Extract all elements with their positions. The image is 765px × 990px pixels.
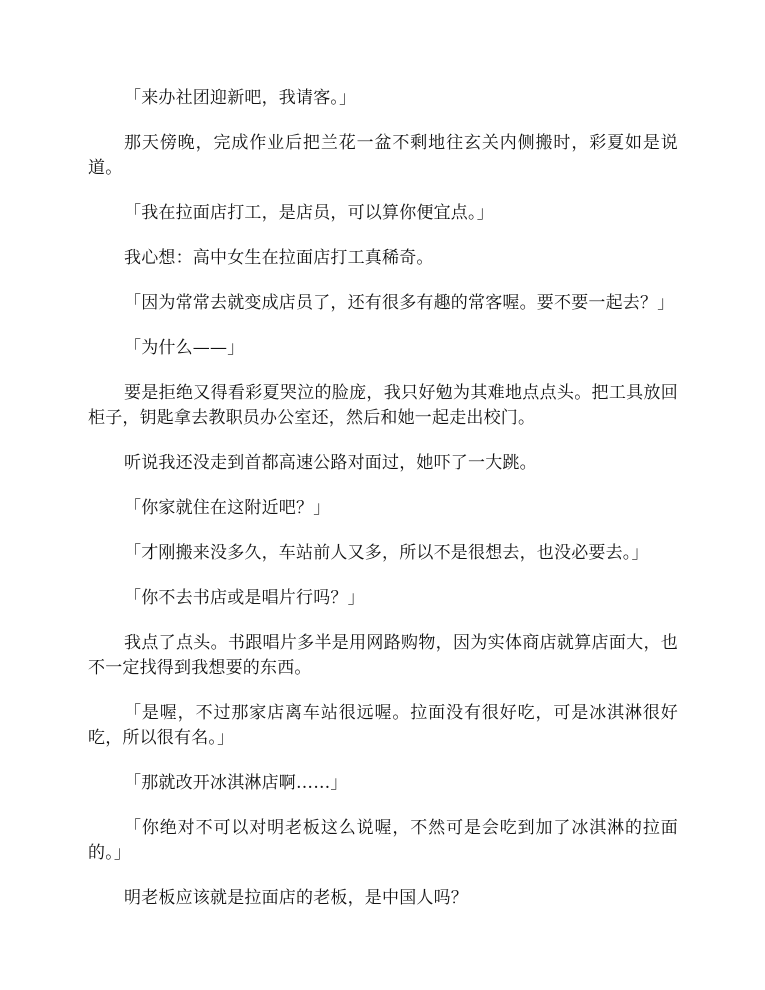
paragraph: 「是喔，不过那家店离车站很远喔。拉面没有很好吃，可是冰淇淋很好吃，所以很有名。」 xyxy=(88,703,678,748)
paragraph: 那天傍晚，完成作业后把兰花一盆不剩地往玄关内侧搬时，彩夏如是说道。 xyxy=(88,133,678,178)
paragraph: 要是拒绝又得看彩夏哭泣的脸庞，我只好勉为其难地点点头。把工具放回柜子，钥匙拿去教职员办公室还，然后和她一起走出校门。 xyxy=(88,383,678,428)
paragraph: 我心想：高中女生在拉面店打工真稀奇。 xyxy=(124,248,434,268)
text-body xyxy=(88,86,678,931)
paragraph: 「因为常常去就变成店员了，还有很多有趣的常客喔。要不要一起去？」 xyxy=(124,293,675,313)
paragraph: 「才刚搬来没多久，车站前人又多，所以不是很想去，也没必要去。」 xyxy=(124,543,649,563)
paragraph: 明老板应该就是拉面店的老板，是中国人吗？ xyxy=(124,888,468,908)
paragraph: 「我在拉面店打工，是店员，可以算你便宜点。」 xyxy=(124,203,494,223)
paragraph: 我点了点头。书跟唱片多半是用网路购物，因为实体商店就算店面大，也不一定找得到我想要的东西。 xyxy=(88,633,678,678)
paragraph: 「那就改开冰淇淋店啊……」 xyxy=(124,773,348,793)
paragraph: 「你家就住在这附近吧？」 xyxy=(124,498,331,518)
paragraph: 「来办社团迎新吧，我请客。」 xyxy=(124,88,357,108)
paragraph: 「你不去书店或是唱片行吗？」 xyxy=(124,588,365,608)
paragraph: 「为什么——」 xyxy=(124,338,245,358)
paragraph: 「你绝对不可以对明老板这么说喔，不然可是会吃到加了冰淇淋的拉面的。」 xyxy=(88,818,678,863)
paragraph: 听说我还没走到首都高速公路对面过，她吓了一大跳。 xyxy=(124,453,537,473)
